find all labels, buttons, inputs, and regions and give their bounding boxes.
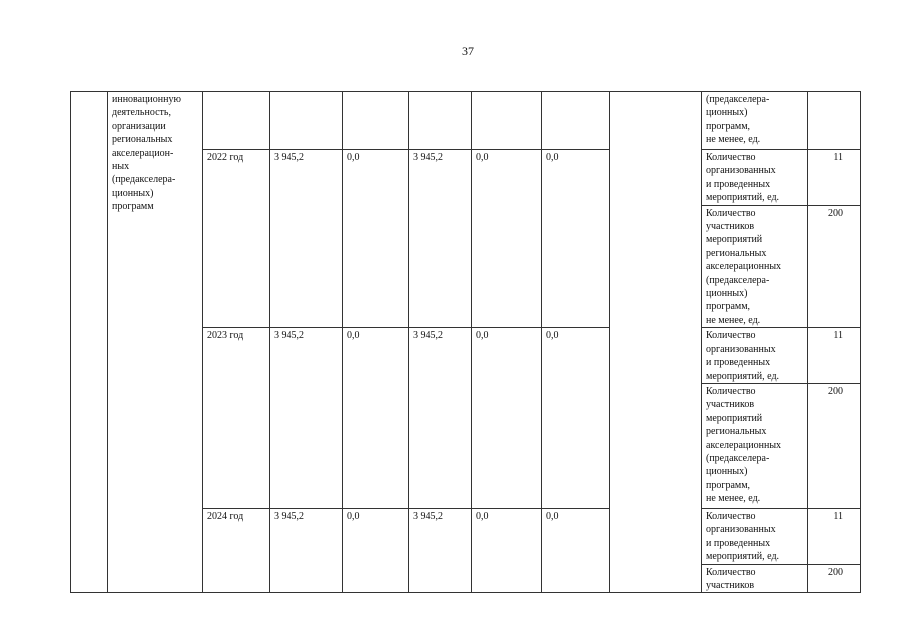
regional-value: 3 945,2 — [409, 508, 472, 592]
total-value: 3 945,2 — [270, 508, 343, 592]
executor-cell — [610, 92, 702, 593]
indicator-value: 200 — [808, 205, 861, 328]
indicator-value: 200 — [808, 564, 861, 593]
total-cell-empty — [270, 92, 343, 150]
indicator-name: Количество организованных и проведенных мероприятий, ед. — [702, 328, 808, 384]
extra-cell-empty — [542, 92, 610, 150]
federal-value: 0,0 — [343, 508, 409, 592]
municipal-value: 0,0 — [472, 508, 542, 592]
municipal-cell-empty — [472, 92, 542, 150]
indicator-name: (предакселера- ционных) программ, не менее, ед. — [702, 92, 808, 150]
extra-value: 0,0 — [542, 508, 610, 592]
indicator-name: Количество организованных и проведенных мероприятий, ед. — [702, 150, 808, 206]
regional-cell-empty — [409, 92, 472, 150]
regional-value: 3 945,2 — [409, 150, 472, 328]
indicator-name: Количество участников мероприятий региональных акселерационных (предакселера- ционных) программ, не менее, ед. — [702, 205, 808, 328]
federal-cell-empty — [343, 92, 409, 150]
total-value: 3 945,2 — [270, 150, 343, 328]
row-number-cell — [71, 92, 108, 593]
extra-value: 0,0 — [542, 328, 610, 509]
year-label: 2024 год — [203, 508, 270, 592]
federal-value: 0,0 — [343, 328, 409, 509]
year-label: 2023 год — [203, 328, 270, 509]
indicator-value — [808, 92, 861, 150]
indicator-name: Количество организованных и проведенных мероприятий, ед. — [702, 508, 808, 564]
extra-value: 0,0 — [542, 150, 610, 328]
indicator-name: Количество участников — [702, 564, 808, 593]
indicator-name: Количество участников мероприятий региональных акселерационных (предакселера- ционных) программ, не менее, ед. — [702, 383, 808, 508]
total-value: 3 945,2 — [270, 328, 343, 509]
indicator-value: 11 — [808, 150, 861, 206]
page-number: 37 — [462, 44, 474, 58]
event-name-cell: инновационную деятельность, организации региональных акселерацион- ных (предакселера- ционных) программ — [108, 92, 203, 593]
municipal-value: 0,0 — [472, 150, 542, 328]
municipal-value: 0,0 — [472, 328, 542, 509]
indicator-value: 11 — [808, 328, 861, 384]
federal-value: 0,0 — [343, 150, 409, 328]
regional-value: 3 945,2 — [409, 328, 472, 509]
continuation-row — [71, 92, 861, 150]
year-label: 2022 год — [203, 150, 270, 328]
indicator-value: 11 — [808, 508, 861, 564]
program-events-table — [70, 91, 861, 593]
indicator-value: 200 — [808, 383, 861, 508]
year-cell-empty — [203, 92, 270, 150]
